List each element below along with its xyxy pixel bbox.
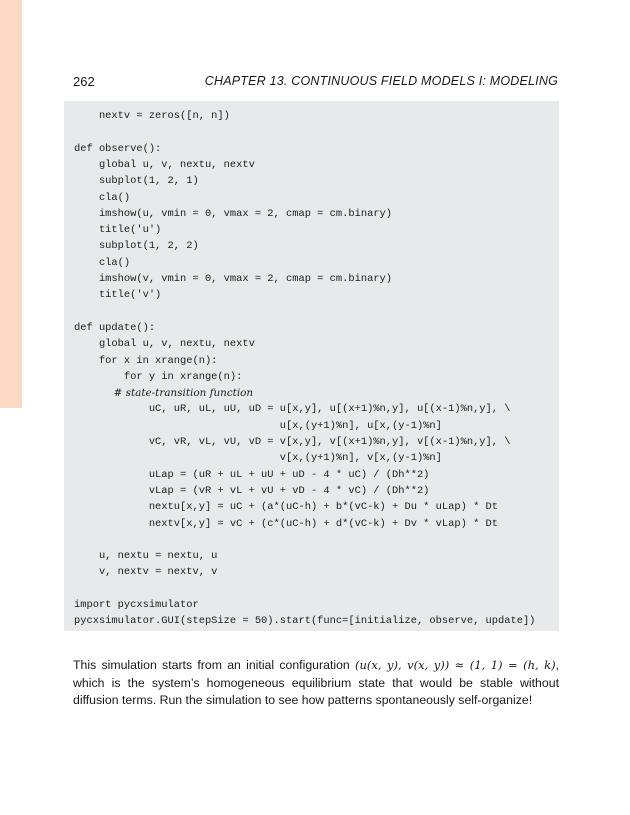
code-line: for y in xrange(n): — [74, 370, 243, 383]
code-line: def update(): — [74, 321, 156, 334]
equilibrium-math: (u(x, y), v(x, y)) ≈ (1, 1) = (h, k) — [355, 658, 556, 673]
code-listing — [64, 101, 559, 631]
body-paragraph — [73, 657, 559, 710]
code-line: imshow(u, vmin = 0, vmax = 2, cmap = cm.binary) — [74, 207, 393, 220]
code-line: title('v') — [74, 289, 162, 302]
code-line: u, nextu = nextu, u — [74, 550, 218, 563]
code-line: def observe(): — [74, 142, 162, 155]
code-line: title('u') — [74, 224, 162, 237]
chapter-title: CHAPTER 13. CONTINUOUS FIELD MODELS I: MODELING — [204, 74, 558, 88]
page-number: 262 — [73, 74, 95, 89]
code-line: import pycxsimulator — [74, 599, 199, 611]
code-line: global u, v, nextu, nextv — [74, 158, 255, 171]
code-line: global u, v, nextu, nextv — [74, 338, 255, 351]
code-line: vLap = (vR + vL + vU + vD - 4 * vC) / (Dh**2) — [74, 484, 430, 497]
code-line: v, nextv = nextv, v — [74, 566, 218, 579]
code-line: nextu[x,y] = uC + (a*(uC-h) + b*(vC-k) + Du * uLap) * Dt — [74, 501, 499, 514]
code-line: nextv = zeros([n, n]) — [74, 110, 230, 122]
chapter-side-tab — [0, 0, 22, 408]
code-line: nextv[x,y] = vC + (c*(uC-h) + d*(vC-k) + Dv * vLap) * Dt — [74, 517, 499, 530]
code-line: v[x,(y+1)%n], v[x,(y-1)%n] — [74, 452, 442, 465]
code-line: uC, uR, uL, uU, uD = u[x,y], u[(x+1)%n,y], u[(x-1)%n,y], \ — [74, 403, 511, 416]
paragraph-text-end: , which is the system’s homogeneous equilibrium state that would be stable without diffusion terms. Run the simulation to see how patterns spontaneously self-organize! — [73, 658, 559, 708]
code-line: cla() — [74, 256, 131, 269]
code-line: subplot(1, 2, 2) — [74, 240, 199, 253]
code-line: uLap = (uR + uL + uU + uD - 4 * uC) / (Dh**2) — [74, 468, 430, 481]
code-line: for x in xrange(n): — [74, 354, 218, 367]
code-line: # state-transition function — [74, 387, 254, 400]
code-line: vC, vR, vL, vU, vD = v[x,y], v[(x+1)%n,y], v[(x-1)%n,y], \ — [74, 436, 511, 448]
code-line: subplot(1, 2, 1) — [74, 175, 199, 188]
code-line: cla() — [74, 191, 131, 204]
code-line: imshow(v, vmin = 0, vmax = 2, cmap = cm.binary) — [74, 273, 393, 285]
paragraph-text-start: This simulation starts from an initial configuration — [73, 658, 356, 673]
code-line: u[x,(y+1)%n], u[x,(y-1)%n] — [74, 419, 442, 432]
code-line: pycxsimulator.GUI(stepSize = 50).start(func=[initialize, observe, update]) — [74, 615, 536, 628]
page-header — [73, 74, 558, 92]
